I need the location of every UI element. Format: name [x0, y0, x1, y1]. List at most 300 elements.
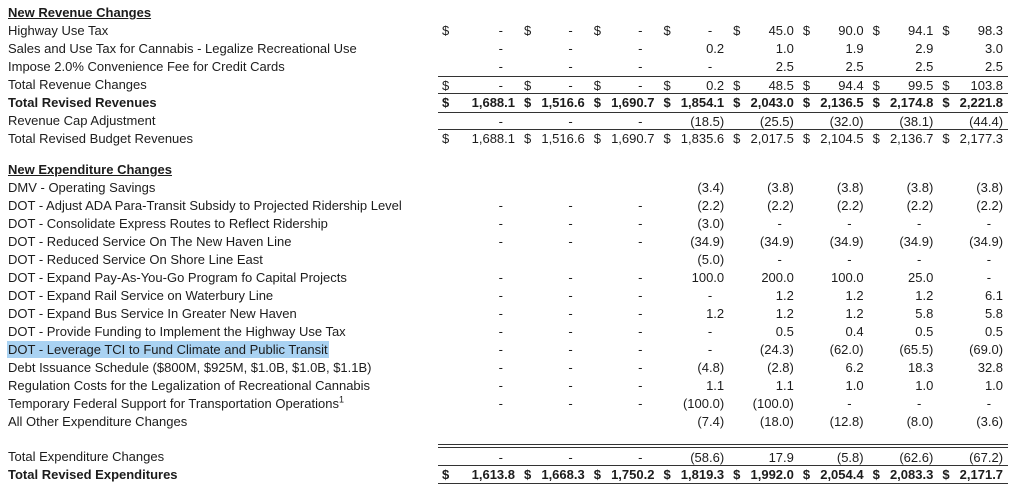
cell-value: - — [498, 288, 503, 303]
row-label-text: DOT - Consolidate Express Routes to Reflect Ridership — [8, 216, 328, 231]
cell-value: (12.8) — [829, 414, 864, 429]
table-cell — [659, 197, 729, 215]
table-cell — [869, 22, 939, 40]
cell-value: - — [498, 450, 503, 465]
cell-value: 2,136.7 — [889, 131, 934, 146]
cell-value: - — [638, 270, 643, 285]
cell-value: - — [498, 324, 503, 339]
table-cell — [729, 233, 799, 251]
table-cell — [659, 323, 729, 341]
table-cell — [659, 395, 729, 413]
currency-symbol: $ — [593, 95, 601, 110]
currency-symbol: $ — [663, 95, 671, 110]
table-cell — [590, 40, 660, 58]
cell-value: 100.0 — [691, 270, 725, 285]
cell-value: (5.0) — [697, 252, 725, 267]
cell-value: 2.5 — [984, 59, 1004, 74]
row-values — [438, 215, 1008, 233]
table-row — [0, 269, 1024, 287]
table-cell — [938, 22, 1008, 40]
table-cell — [869, 466, 939, 483]
cell-value: 1,516.6 — [541, 131, 585, 146]
cell-value: - — [568, 360, 573, 375]
table-cell — [799, 22, 869, 40]
cell-value: 1.2 — [775, 306, 794, 321]
table-cell — [438, 305, 520, 323]
cell-value: - — [568, 41, 573, 56]
currency-symbol: $ — [802, 467, 811, 482]
row-values — [438, 112, 1008, 130]
table-cell — [938, 179, 1008, 197]
cell-value: 100.0 — [831, 270, 864, 285]
row-label-text: Total Expenditure Changes — [8, 449, 165, 464]
currency-symbol: $ — [733, 131, 741, 146]
cell-value: 1.9 — [845, 41, 864, 56]
table-cell — [438, 113, 520, 129]
cell-value: 18.3 — [908, 360, 934, 375]
table-cell — [729, 215, 799, 233]
cell-value: - — [916, 252, 922, 267]
table-cell — [520, 359, 590, 377]
table-cell — [938, 77, 1008, 93]
table-cell — [438, 215, 520, 233]
cell-value: (62.0) — [829, 342, 864, 357]
table-cell — [659, 233, 729, 251]
row-label-text: Highway Use Tax — [8, 23, 109, 38]
cell-value: - — [498, 342, 503, 357]
table-cell — [590, 197, 660, 215]
row-label — [0, 251, 438, 269]
table-cell — [520, 287, 590, 305]
table-cell — [869, 215, 939, 233]
cell-value: - — [707, 288, 713, 303]
cell-value: (2.2) — [976, 198, 1004, 213]
table-row — [0, 58, 1024, 76]
cell-value: 1.0 — [915, 378, 934, 393]
cell-value: 103.8 — [970, 78, 1004, 93]
currency-symbol: $ — [663, 23, 671, 38]
table-cell — [938, 359, 1008, 377]
cell-value: - — [498, 216, 503, 231]
cell-value: 1.0 — [775, 41, 794, 56]
cell-value: 1,516.6 — [541, 95, 585, 110]
cell-value: - — [568, 450, 573, 465]
row-values — [438, 58, 1008, 76]
cell-value: 5.8 — [984, 306, 1004, 321]
table-cell — [438, 269, 520, 287]
row-label — [0, 395, 438, 413]
row-label — [0, 413, 438, 431]
currency-symbol: $ — [872, 95, 880, 110]
cell-value: (2.2) — [697, 198, 725, 213]
cell-value: 1.1 — [706, 378, 725, 393]
table-cell — [659, 413, 729, 431]
cell-value: 17.9 — [768, 450, 794, 465]
cell-value: 2.5 — [915, 59, 934, 74]
cell-value: - — [986, 252, 992, 267]
cell-value: 1,750.2 — [611, 467, 655, 482]
table-cell — [938, 113, 1008, 129]
cell-value: 2,083.3 — [889, 467, 934, 482]
table-cell — [938, 413, 1008, 431]
cell-value: (32.0) — [829, 114, 864, 129]
cell-value: 1.2 — [845, 306, 864, 321]
table-row — [0, 377, 1024, 395]
cell-value: 5.8 — [915, 306, 934, 321]
cell-value: 90.0 — [838, 23, 864, 38]
cell-value: (3.8) — [976, 180, 1004, 195]
cell-value: 200.0 — [761, 270, 794, 285]
table-row — [0, 112, 1024, 130]
row-values — [438, 305, 1008, 323]
currency-symbol: $ — [524, 23, 532, 38]
row-values — [438, 287, 1008, 305]
row-values — [438, 179, 1008, 197]
cell-value: - — [498, 59, 503, 74]
row-values — [438, 413, 1008, 431]
cell-value: 1.0 — [984, 378, 1004, 393]
table-cell — [659, 287, 729, 305]
table-cell — [869, 197, 939, 215]
cell-value: - — [498, 360, 503, 375]
table-row — [0, 413, 1024, 431]
table-cell — [590, 287, 660, 305]
table-cell — [869, 130, 939, 148]
table-cell — [520, 377, 590, 395]
table-cell — [799, 287, 869, 305]
cell-value: - — [568, 396, 573, 411]
cell-value: - — [568, 288, 573, 303]
table-cell — [938, 466, 1008, 483]
table-cell — [869, 359, 939, 377]
table-cell — [520, 413, 590, 431]
table-cell — [869, 377, 939, 395]
table-cell — [659, 58, 729, 76]
cell-value: - — [638, 23, 643, 38]
cell-value: 1.0 — [845, 378, 864, 393]
cell-value: - — [707, 342, 713, 357]
table-cell — [590, 251, 660, 269]
table-cell — [438, 40, 520, 58]
cell-value: - — [498, 306, 503, 321]
row-label-text: DOT - Reduced Service On The New Haven Line — [8, 234, 292, 249]
cell-value: 94.1 — [908, 23, 934, 38]
table-cell — [590, 94, 660, 112]
table-cell — [659, 269, 729, 287]
currency-symbol: $ — [802, 78, 811, 93]
cell-value: 48.5 — [768, 78, 794, 93]
cell-value: 0.2 — [706, 41, 725, 56]
table-row — [0, 287, 1024, 305]
cell-value: (34.9) — [759, 234, 794, 249]
cell-value: - — [568, 378, 573, 393]
table-cell — [799, 94, 869, 112]
cell-value: 2.9 — [915, 41, 934, 56]
row-label — [0, 130, 438, 148]
row-label — [0, 359, 438, 377]
cell-value: - — [916, 396, 922, 411]
table-cell — [799, 305, 869, 323]
cell-value: - — [638, 396, 643, 411]
table-cell — [590, 359, 660, 377]
row-label — [0, 444, 438, 466]
cell-value: 0.2 — [706, 78, 725, 93]
table-cell — [938, 215, 1008, 233]
cell-value: - — [568, 306, 573, 321]
cell-value: 1,613.8 — [471, 467, 515, 482]
table-cell — [659, 466, 729, 483]
cell-value: 6.1 — [984, 288, 1004, 303]
cell-value: 1,668.3 — [541, 467, 585, 482]
currency-symbol: $ — [524, 78, 532, 93]
cell-value: - — [568, 23, 573, 38]
row-label-text: DOT - Reduced Service On Shore Line East — [8, 252, 263, 267]
table-cell — [729, 377, 799, 395]
table-row — [0, 359, 1024, 377]
cell-value: 3.0 — [984, 41, 1004, 56]
table-row — [0, 323, 1024, 341]
currency-symbol: $ — [593, 131, 601, 146]
table-cell — [869, 77, 939, 93]
row-label — [0, 305, 438, 323]
cell-value: - — [498, 270, 503, 285]
table-row — [0, 179, 1024, 197]
table-cell — [520, 466, 590, 483]
table-cell — [799, 323, 869, 341]
table-cell — [659, 215, 729, 233]
cell-value: (5.8) — [836, 450, 864, 465]
table-cell — [520, 215, 590, 233]
highlighted-text: DOT - Leverage TCI to Fund Climate and Public Transit — [8, 342, 328, 357]
row-label — [0, 58, 438, 76]
cell-value: - — [707, 324, 713, 339]
table-cell — [438, 359, 520, 377]
table-cell — [869, 233, 939, 251]
cell-value: - — [638, 59, 643, 74]
table-cell — [799, 215, 869, 233]
table-cell — [438, 395, 520, 413]
cell-value: 2,054.4 — [820, 467, 864, 482]
cell-value: 0.5 — [775, 324, 794, 339]
table-row — [0, 215, 1024, 233]
table-row — [0, 444, 1024, 466]
table-cell — [659, 94, 729, 112]
row-label — [0, 76, 438, 94]
cell-value: - — [638, 234, 643, 249]
table-cell — [729, 341, 799, 359]
cell-value: - — [638, 324, 643, 339]
table-cell — [799, 197, 869, 215]
table-cell — [438, 448, 520, 465]
table-cell — [590, 58, 660, 76]
cell-value: - — [638, 306, 643, 321]
currency-symbol: $ — [524, 131, 532, 146]
table-cell — [438, 179, 520, 197]
table-cell — [869, 269, 939, 287]
cell-value: (3.4) — [697, 180, 725, 195]
table-cell — [520, 341, 590, 359]
row-values — [438, 341, 1008, 359]
table-cell — [590, 22, 660, 40]
table-cell — [520, 40, 590, 58]
cell-value: (44.4) — [969, 114, 1004, 129]
row-label — [0, 112, 438, 130]
table-cell — [938, 377, 1008, 395]
table-cell — [520, 77, 590, 93]
table-cell — [799, 377, 869, 395]
table-cell — [520, 130, 590, 148]
table-cell — [938, 94, 1008, 112]
cell-value: - — [638, 360, 643, 375]
row-values — [438, 233, 1008, 251]
table-cell — [438, 77, 520, 93]
cell-value: - — [568, 270, 573, 285]
table-cell — [590, 323, 660, 341]
table-cell — [590, 341, 660, 359]
cell-value: - — [707, 23, 713, 38]
currency-symbol: $ — [872, 467, 880, 482]
cell-value: 94.4 — [838, 78, 864, 93]
cell-value: (34.9) — [690, 234, 725, 249]
cell-value: 25.0 — [908, 270, 934, 285]
cell-value: - — [498, 198, 503, 213]
currency-symbol: $ — [802, 131, 811, 146]
table-cell — [729, 305, 799, 323]
table-cell — [659, 113, 729, 129]
table-cell — [590, 179, 660, 197]
row-label — [0, 341, 438, 359]
table-cell — [659, 179, 729, 197]
row-values — [438, 4, 1008, 22]
table-cell — [869, 323, 939, 341]
table-cell — [938, 305, 1008, 323]
table-cell — [938, 251, 1008, 269]
table-cell — [938, 58, 1008, 76]
table-cell — [438, 251, 520, 269]
table-cell — [729, 113, 799, 129]
footnote-marker: 1 — [338, 395, 344, 405]
row-label-text: Debt Issuance Schedule ($800M, $925M, $1.0B, $1.0B, $1.1B) — [8, 360, 372, 375]
cell-value: - — [638, 450, 643, 465]
currency-symbol: $ — [524, 95, 532, 110]
table-cell — [729, 287, 799, 305]
cell-value: 2,136.5 — [820, 95, 864, 110]
table-row — [0, 305, 1024, 323]
table-cell — [729, 179, 799, 197]
row-values — [438, 197, 1008, 215]
cell-value: 1,854.1 — [680, 95, 725, 110]
row-label-text: New Revenue Changes — [8, 5, 152, 20]
cell-value: - — [707, 59, 713, 74]
table-cell — [799, 251, 869, 269]
currency-symbol: $ — [942, 23, 950, 38]
cell-value: 1.2 — [775, 288, 794, 303]
currency-symbol: $ — [942, 467, 950, 482]
table-cell — [938, 40, 1008, 58]
table-cell — [799, 40, 869, 58]
cell-value: - — [498, 378, 503, 393]
table-cell — [438, 413, 520, 431]
cell-value: - — [638, 41, 643, 56]
table-cell — [729, 251, 799, 269]
cell-value: - — [498, 41, 503, 56]
cell-value: 1.2 — [915, 288, 934, 303]
currency-symbol: $ — [942, 78, 950, 93]
cell-value: 2,104.5 — [820, 131, 864, 146]
table-cell — [659, 77, 729, 93]
row-values — [438, 269, 1008, 287]
table-cell — [799, 179, 869, 197]
row-label-text: DOT - Expand Pay-As-You-Go Program fo Capital Projects — [8, 270, 347, 285]
row-label — [0, 94, 438, 112]
cell-value: (3.8) — [906, 180, 934, 195]
table-cell — [799, 130, 869, 148]
row-label — [0, 269, 438, 287]
row-label — [0, 40, 438, 58]
table-cell — [659, 305, 729, 323]
row-values — [438, 22, 1008, 40]
table-cell — [869, 58, 939, 76]
currency-symbol: $ — [442, 131, 450, 146]
cell-value: - — [638, 114, 643, 129]
table-cell — [869, 305, 939, 323]
cell-value: - — [847, 252, 852, 267]
cell-value: 2,221.8 — [959, 95, 1004, 110]
cell-value: - — [638, 216, 643, 231]
cell-value: - — [498, 78, 503, 93]
section-header-row — [0, 161, 1024, 179]
cell-value: (24.3) — [759, 342, 794, 357]
cell-value: 1.1 — [775, 378, 794, 393]
table-cell — [729, 197, 799, 215]
row-label-text: Total Revenue Changes — [8, 77, 147, 92]
table-cell — [869, 251, 939, 269]
row-values — [438, 76, 1008, 94]
cell-value: - — [638, 342, 643, 357]
row-label-text: DOT - Expand Rail Service on Waterbury Line — [8, 288, 274, 303]
currency-symbol: $ — [442, 78, 450, 93]
cell-value: (7.4) — [697, 414, 725, 429]
table-cell — [938, 197, 1008, 215]
row-values — [438, 251, 1008, 269]
table-cell — [729, 448, 799, 465]
table-cell — [799, 466, 869, 483]
table-cell — [799, 233, 869, 251]
row-values — [438, 377, 1008, 395]
table-cell — [799, 269, 869, 287]
cell-value: (67.2) — [969, 450, 1004, 465]
table-row — [0, 251, 1024, 269]
cell-value: (3.6) — [976, 414, 1004, 429]
row-values — [438, 466, 1008, 484]
table-row — [0, 341, 1024, 359]
table-row — [0, 76, 1024, 94]
cell-value: - — [638, 288, 643, 303]
table-cell — [659, 130, 729, 148]
table-cell — [590, 215, 660, 233]
cell-value: 1,688.1 — [471, 131, 515, 146]
table-cell — [590, 466, 660, 483]
table-cell — [590, 130, 660, 148]
row-values — [438, 444, 1008, 466]
row-values — [438, 359, 1008, 377]
section-header-label — [0, 161, 438, 179]
table-row — [0, 40, 1024, 58]
cell-value: (8.0) — [906, 414, 934, 429]
cell-value: 99.5 — [908, 78, 934, 93]
row-label-text: DMV - Operating Savings — [8, 180, 156, 195]
table-cell — [438, 58, 520, 76]
